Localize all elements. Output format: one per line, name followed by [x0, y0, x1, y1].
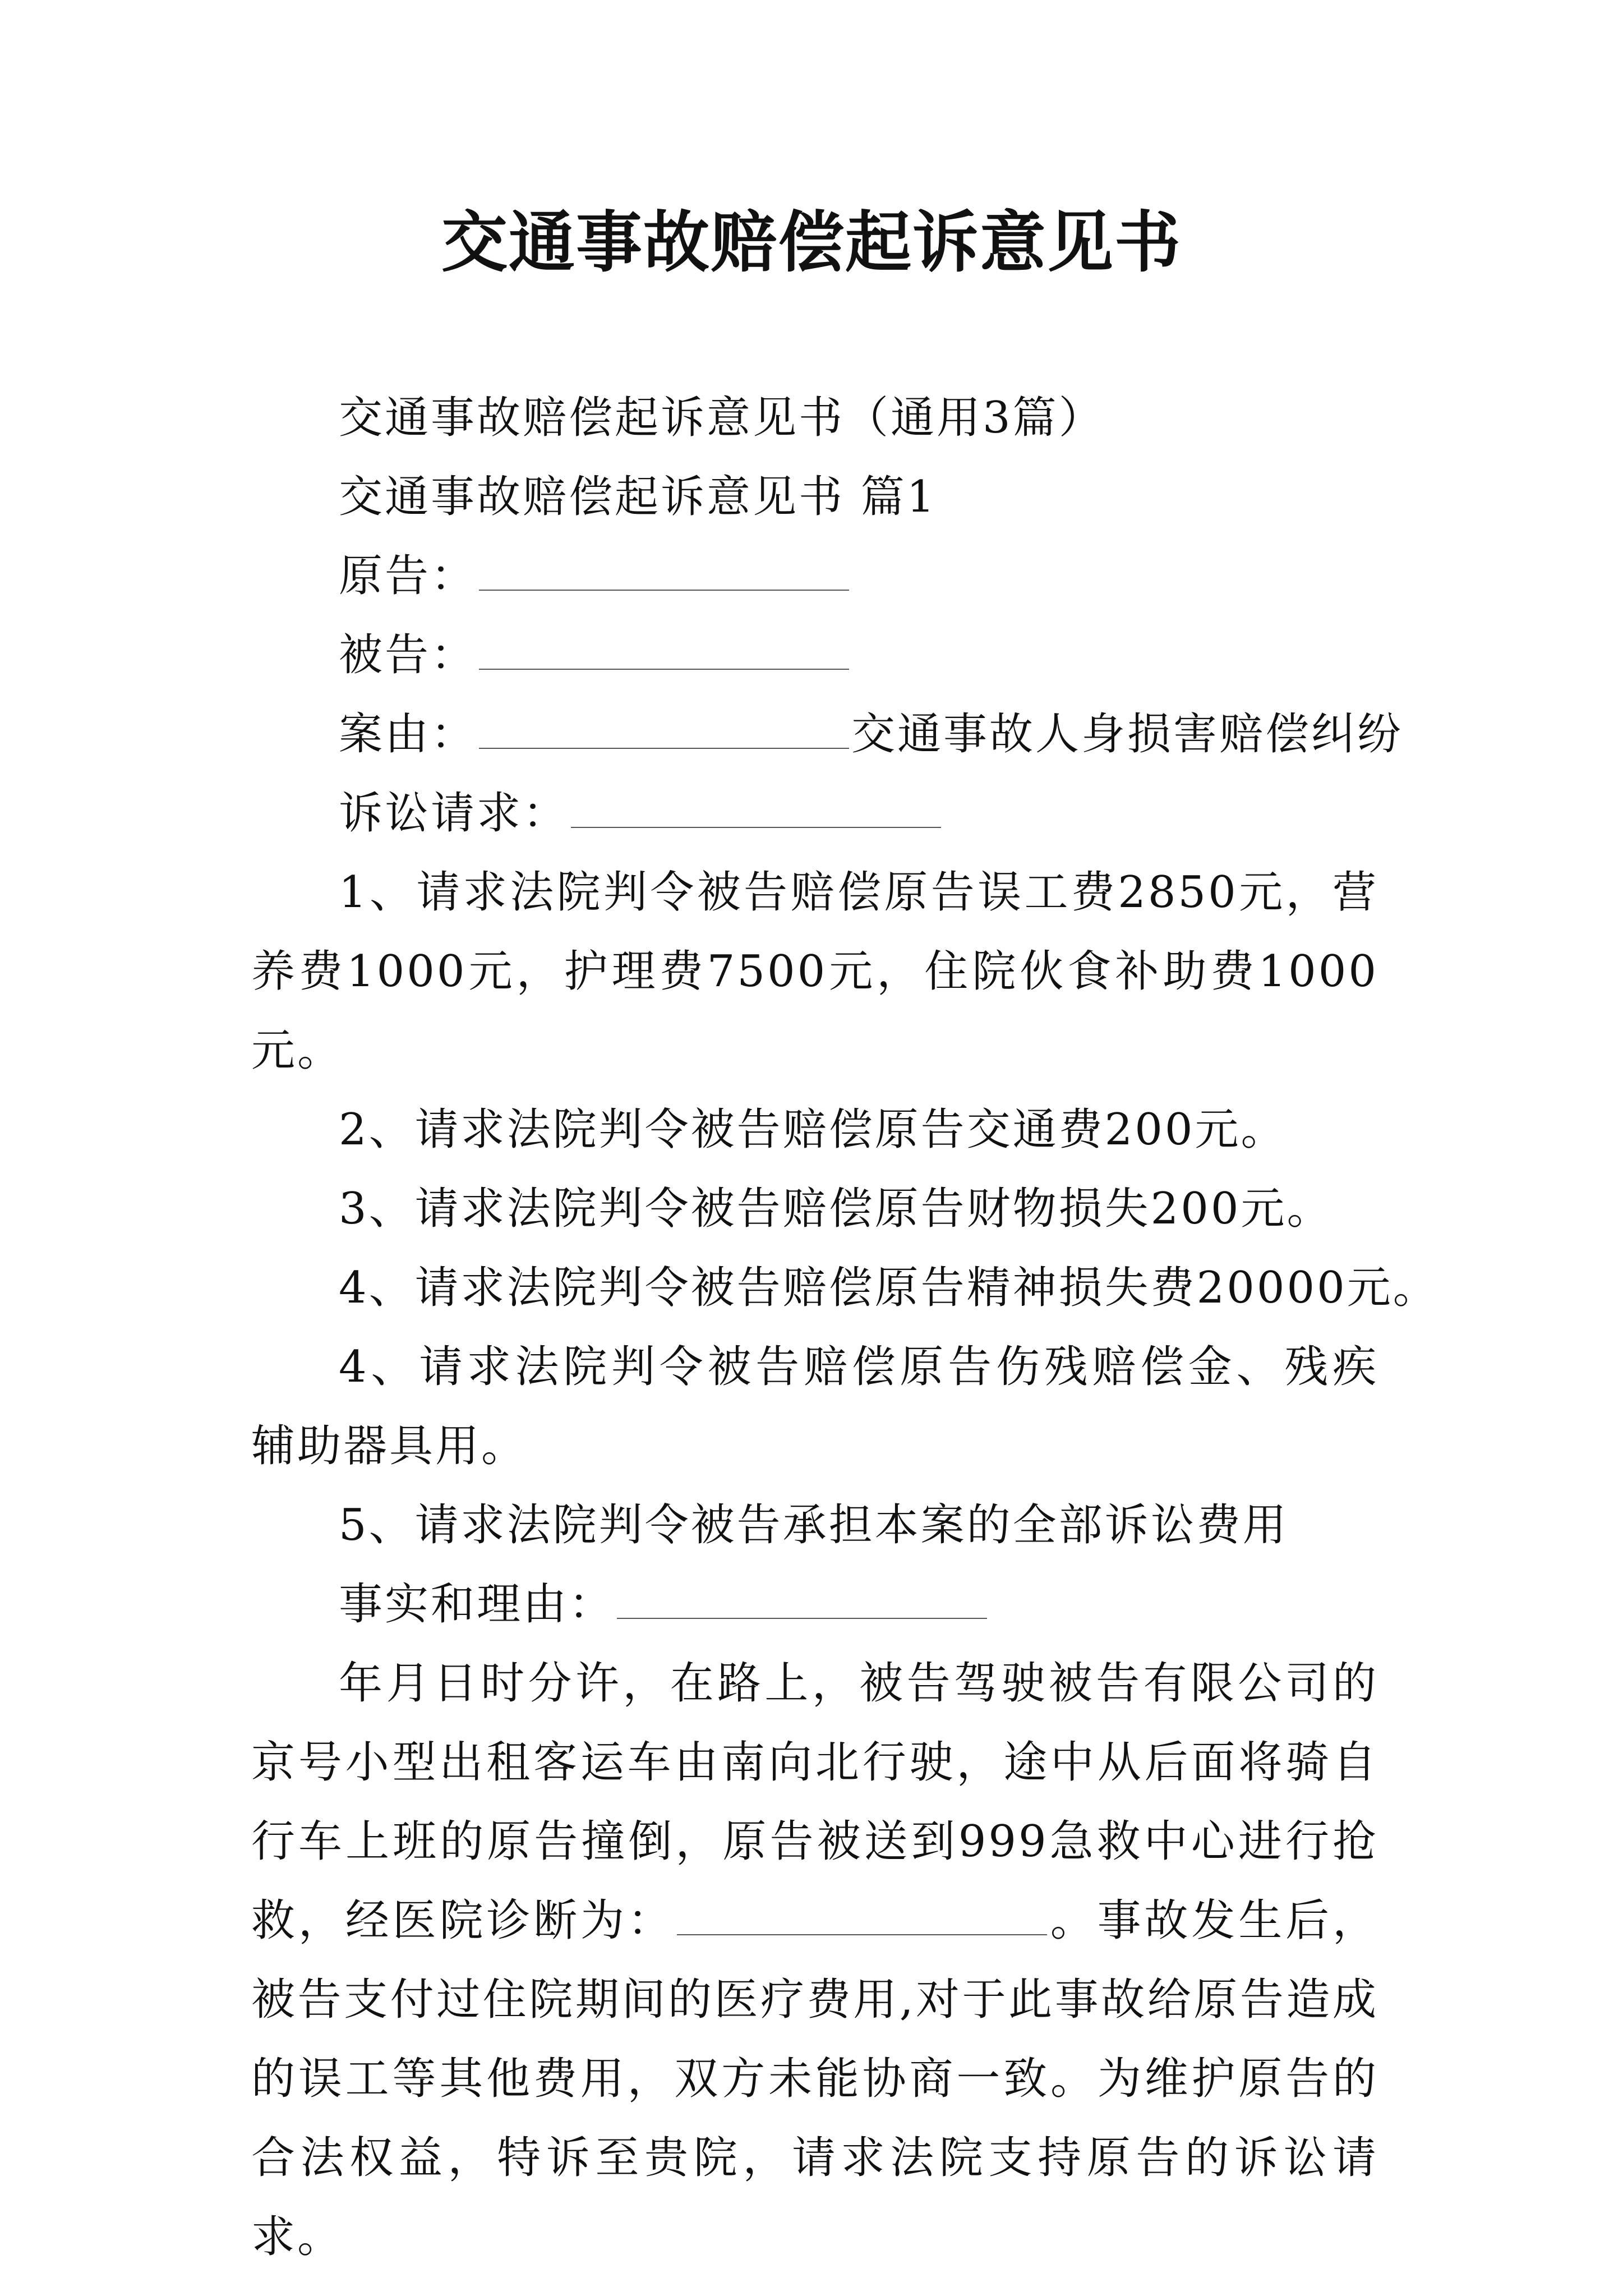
document-title: 交通事故赔偿起诉意见书 — [441, 203, 1182, 281]
claim-item: 2、请求法院判令被告赔偿原告交通费200元。 — [339, 1105, 1287, 1155]
plaintiff-line — [251, 537, 1378, 616]
diagnosis-blank — [677, 1901, 1047, 1935]
claim-item: 4、请求法院判令被告赔偿原告精神损失费20000元。 — [339, 1263, 1439, 1313]
claims-line — [251, 774, 1378, 853]
cause-text: 交通事故人身损害赔偿纠纷 — [851, 709, 1404, 760]
document-subtitle: 交通事故赔偿起诉意见书（通用3篇） — [339, 393, 1105, 443]
facts-text-part2: 。事故发生后，被告支付过住院期间的医疗费用,对于此事故给原告造成的误工等其他费用，双方未能协商一致。为维护原告的合法权益，特诉至贵院，请求法院支持原告的诉讼请求。 — [251, 1895, 1378, 2262]
facts-paragraph — [251, 1644, 1378, 2277]
facts-label: 事实和理由： — [339, 1579, 615, 1630]
facts-line — [251, 1565, 1378, 1644]
plaintiff-label: 原告： — [339, 551, 477, 601]
claims-blank — [571, 793, 941, 828]
facts-blank — [617, 1584, 987, 1619]
claim-item: 5、请求法院判令被告承担本案的全部诉讼费用 — [339, 1500, 1289, 1550]
section-heading: 交通事故赔偿起诉意见书 篇1 — [339, 472, 937, 522]
claims-label: 诉讼请求： — [339, 788, 569, 839]
defendant-label: 被告： — [339, 630, 477, 680]
plaintiff-blank — [479, 556, 849, 591]
document-body — [251, 379, 1439, 2277]
cause-blank — [479, 714, 849, 749]
claim-item: 1、请求法院判令被告赔偿原告误工费2850元，营养费1000元，护理费7500元，住院伙食补助费1000元。 — [251, 867, 1378, 1076]
defendant-blank — [479, 635, 849, 670]
claim-item: 4、请求法院判令被告赔偿原告伤残赔偿金、残疾辅助器具用。 — [251, 1342, 1378, 1471]
claim-item: 3、请求法院判令被告赔偿原告财物损失200元。 — [339, 1184, 1333, 1234]
cause-label: 案由： — [339, 709, 477, 760]
cause-line — [251, 695, 1404, 774]
facts-text-part1: 年月日时分许，在路上，被告驾驶被告有限公司的京号小型出租客运车由南向北行驶，途中从后面将骑自行车上班的原告撞倒，原告被送到999急救中心进行抢救，经医院诊断为： — [251, 1658, 1378, 1946]
defendant-line — [251, 616, 1378, 695]
